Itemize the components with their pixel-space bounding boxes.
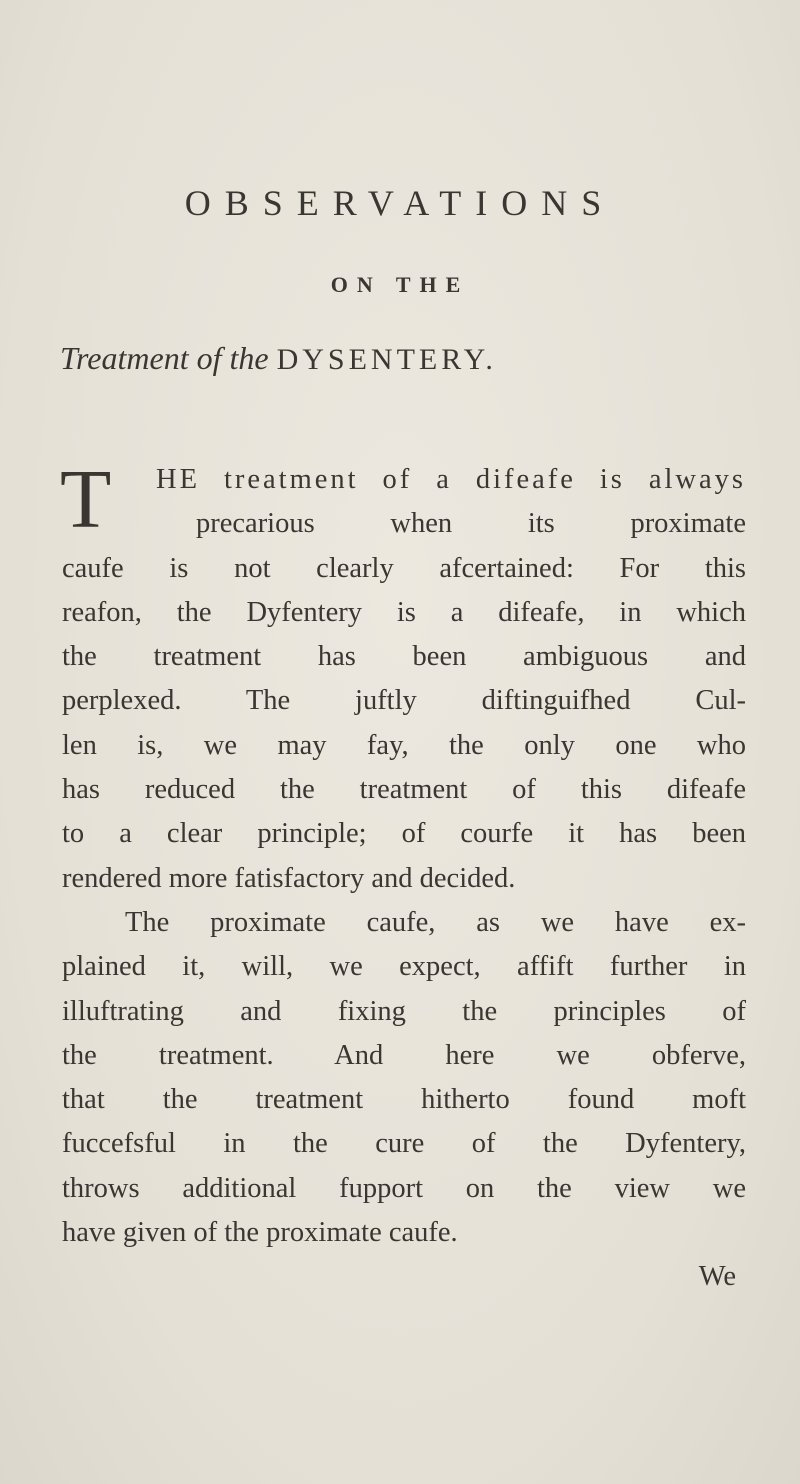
paragraph-2: [62, 901, 746, 1300]
text-line: to a clear principle; of courfe it has been: [62, 818, 746, 850]
text-line: have given of the proximate caufe.: [62, 1217, 458, 1249]
text-line: caufe is not clearly afcertained: For this: [62, 552, 746, 584]
text-line: len is, we may fay, the only one who: [62, 729, 746, 761]
paragraph-1: [62, 547, 746, 901]
drop-cap: T: [60, 453, 112, 546]
heading-italic: Treatment of the: [60, 340, 277, 376]
text-line: the treatment has been ambiguous and: [62, 641, 746, 673]
text-line: The proximate caufe, as we have ex-: [125, 907, 746, 938]
text-line: throws additional fupport on the view we: [62, 1172, 746, 1204]
text-line: fuccefsful in the cure of the Dyfentery,: [62, 1128, 746, 1160]
text-line: plained it, will, we expect, affift further in: [62, 951, 746, 983]
text-line: has reduced the treatment of this difeafe: [62, 774, 746, 806]
text-line: reafon, the Dyfentery is a difeafe, in which: [62, 596, 746, 628]
page-subtitle: ON THE: [330, 272, 470, 297]
text-line: precarious when its proximate: [196, 508, 746, 540]
catchword: We: [698, 1261, 736, 1293]
text-line: illuftrating and fixing the principles of: [62, 995, 746, 1027]
text-line: perplexed. The juftly diftinguifhed Cul-: [62, 685, 746, 717]
text-line: HE treatment of a difeafe is always: [156, 464, 746, 495]
page-title: OBSERVATIONS: [184, 183, 616, 223]
opening-lines: [156, 458, 746, 547]
text-line: that the treatment hitherto found moft: [62, 1084, 746, 1116]
text-line: rendered more fatisfactory and decided.: [62, 862, 516, 894]
text-line: the treatment. And here we obferve,: [62, 1039, 746, 1071]
section-heading: [60, 340, 780, 377]
heading-smallcaps: DYSENTERY.: [276, 343, 497, 376]
